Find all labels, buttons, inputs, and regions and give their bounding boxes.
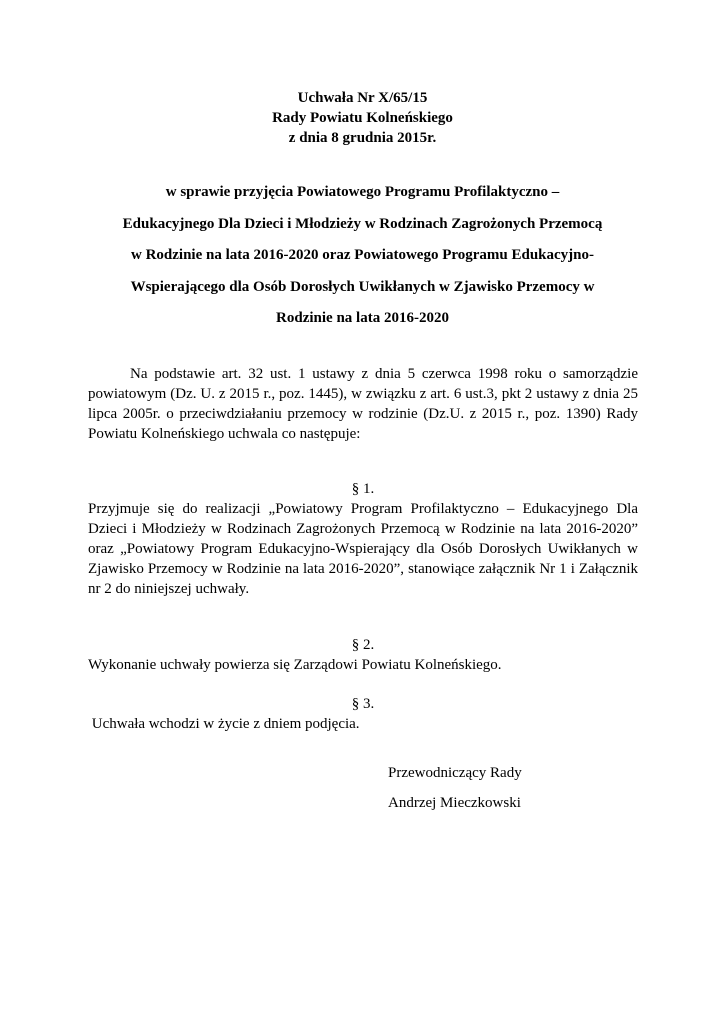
- section-number: § 1.: [351, 481, 375, 497]
- signature-title: Przewodniczący Rady: [388, 765, 522, 781]
- section-text: Przyjmuje się do realizacji „Powiatowy Program Profilaktyczno – Edukacyjnego Dla Dzieci i Młodzieży w Rodzinach Zagrożonych Przemocą w Rodzinie na lata 2016-2020” oraz „Powiatowy Program Edukacyjno-Wspierający dla Osób Dorosłych Uwikłanych w Zjawisko Przemocy w Rodzinie na lata 2016-2020”, stanowiące załącznik Nr 1 i Załącznik nr 2 do niniejszej uchwały.: [88, 501, 638, 597]
- section-text: Uchwała wchodzi w życie z dniem podjęcia.: [88, 716, 360, 732]
- section-1: [88, 479, 638, 599]
- section-number: § 3.: [351, 696, 375, 712]
- section-text: Wykonanie uchwały powierza się Zarządowi Powiatu Kolneńskiego.: [88, 657, 502, 673]
- resolution-subject: [70, 177, 655, 335]
- signature-name: Andrzej Mieczkowski: [388, 795, 521, 811]
- subject-line: w sprawie przyjęcia Powiatowego Programu Profilaktyczno –: [165, 184, 560, 200]
- subject-line: Edukacyjnego Dla Dzieci i Młodzieży w Rodzinach Zagrożonych Przemocą: [122, 215, 603, 232]
- resolution-header: [0, 88, 725, 148]
- section-2: [88, 635, 638, 675]
- subject-line: Rodzinie na lata 2016-2020: [276, 310, 449, 326]
- legal-basis-paragraph: Na podstawie art. 32 ust. 1 ustawy z dnia 5 czerwca 1998 roku o samorządzie powiatowym (Dz. U. z 2015 r., poz. 1445), w związku z art. 6 ust.3, pkt 2 ustawy z dnia 25 lipca 2005r. o przeciwdziałaniu przemocy w rodzinie (Dz.U. z 2015 r., poz. 1390) Rady Powiatu Kolneńskiego uchwala co następuje:: [88, 366, 638, 442]
- subject-line: w Rodzinie na lata 2016-2020 oraz Powiatowego Programu Edukacyjno-: [130, 247, 595, 263]
- subject-line: Wspierającego dla Osób Dorosłych Uwikłanych w Zjawisko Przemocy w: [130, 278, 595, 295]
- resolution-date: z dnia 8 grudnia 2015r.: [288, 130, 437, 146]
- section-number: § 2.: [351, 637, 375, 653]
- council-name: Rady Powiatu Kolneńskiego: [272, 110, 453, 126]
- resolution-number: Uchwała Nr X/65/15: [297, 90, 428, 106]
- section-3: [88, 694, 638, 734]
